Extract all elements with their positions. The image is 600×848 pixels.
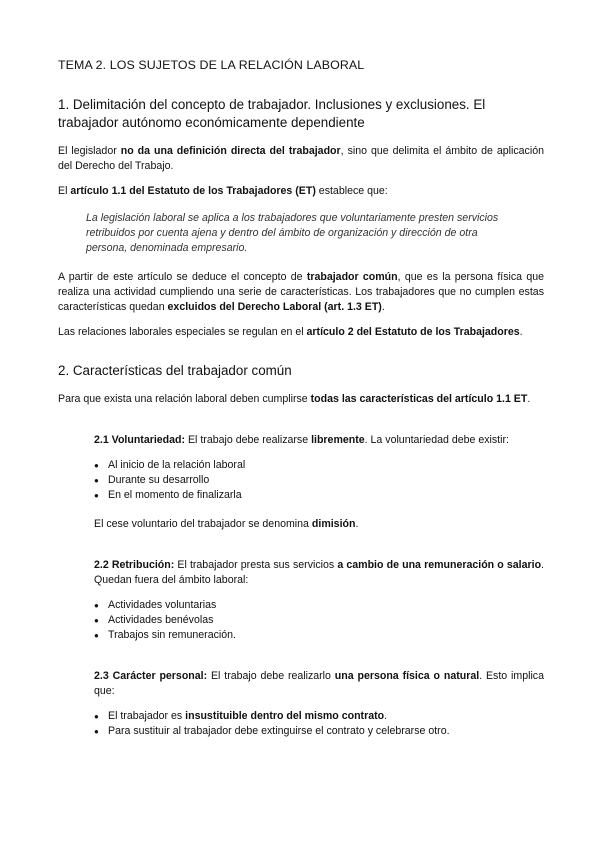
- section-1-heading: 1. Delimitación del concepto de trabajador. Inclusiones y exclusiones. El trabajador autónomo económicamente dependiente: [58, 97, 486, 130]
- bold-text: 2.2 Retribución:: [94, 559, 175, 571]
- bold-text: no da una definición directa del trabajador: [120, 145, 341, 157]
- bold-text: insustituible dentro del mismo contrato: [185, 710, 385, 722]
- text: El cese voluntario del trabajador se denomina: [94, 518, 312, 530]
- text: .: [527, 393, 531, 405]
- retribucion-list: [58, 598, 544, 643]
- s1-paragraph-4: [58, 325, 544, 340]
- bold-text: 2.1 Voluntariedad:: [94, 434, 186, 446]
- text: .: [381, 301, 385, 313]
- bold-text: 2.3 Carácter personal:: [94, 670, 208, 682]
- s2-paragraph-1: [58, 392, 544, 407]
- retribucion-paragraph: [58, 558, 544, 588]
- bold-text: todas las características del artículo 1.1 ET: [310, 393, 528, 405]
- list-item: ● Actividades benévolas: [94, 613, 544, 628]
- text: .: [519, 326, 523, 338]
- list-item: ● Durante su desarrollo: [94, 473, 544, 488]
- text: El legislador: [58, 145, 121, 157]
- bold-text: una persona física o natural: [334, 670, 480, 682]
- text: , que es la persona física que realiza una actividad cumpliendo una serie de características. Los trabajadores que no cumplen estas características quedan: [58, 271, 544, 313]
- text: Las relaciones laborales especiales se regulan en el: [58, 326, 307, 338]
- bold-text: a cambio de una remuneración o salario: [337, 559, 542, 571]
- text: El trabajador es: [108, 710, 186, 722]
- text: . La voluntariedad debe existir:: [364, 434, 509, 446]
- s1-paragraph-1: [58, 144, 544, 174]
- document-title: TEMA 2. LOS SUJETOS DE LA RELACIÓN LABORAL: [58, 58, 365, 72]
- bold-text: artículo 2 del Estatuto de los Trabajadores: [306, 326, 520, 338]
- text: , sino que delimita el ámbito de aplicación del Derecho del Trabajo.: [58, 145, 544, 172]
- text: El trabajo debe realizarse: [185, 434, 312, 446]
- text: . Esto implica que:: [94, 670, 544, 697]
- caracter-personal-list: [58, 709, 544, 739]
- bold-text: excluidos del Derecho Laboral (art. 1.3 ET): [167, 301, 382, 313]
- list-item: ● Al inicio de la relación laboral: [94, 458, 544, 473]
- list-item: ● Para sustituir al trabajador debe extinguirse el contrato y celebrarse otro.: [94, 724, 544, 739]
- text: El trabajo debe realizarlo: [207, 670, 335, 682]
- caracter-personal-paragraph: [58, 669, 544, 699]
- text: A partir de este artículo se deduce el concepto de: [58, 271, 307, 283]
- s1-paragraph-2: [58, 184, 544, 199]
- bold-text: trabajador común: [306, 271, 398, 283]
- voluntariedad-paragraph: [58, 433, 544, 448]
- list-item: ● Actividades voluntarias: [94, 598, 544, 613]
- voluntariedad-after: [58, 517, 544, 532]
- s1-paragraph-3: [58, 270, 544, 315]
- text: .: [384, 710, 388, 722]
- text: El trabajador presta sus servicios: [174, 559, 338, 571]
- bold-text: dimisión: [311, 518, 356, 530]
- list-item: ● Trabajos sin remuneración.: [94, 628, 544, 643]
- text: El: [58, 185, 71, 197]
- text: Para que exista una relación laboral deben cumplirse: [58, 393, 311, 405]
- voluntariedad-list: [58, 458, 544, 503]
- text: . Quedan fuera del ámbito laboral:: [94, 559, 544, 586]
- bold-text: libremente: [311, 434, 365, 446]
- section-2-heading: 2. Características del trabajador común: [58, 363, 292, 378]
- list-item: [94, 709, 544, 724]
- bold-text: artículo 1.1 del Estatuto de los Trabajadores (ET): [70, 185, 316, 197]
- article-quote: La legislación laboral se aplica a los trabajadores que voluntariamente presten servicios retribuidos por cuenta ajena y dentro del ámbito de organización y dirección de otra persona, denominada empresario.: [86, 212, 499, 254]
- text: establece que:: [315, 185, 388, 197]
- text: .: [355, 518, 359, 530]
- list-item: ● En el momento de finalizarla: [94, 488, 544, 503]
